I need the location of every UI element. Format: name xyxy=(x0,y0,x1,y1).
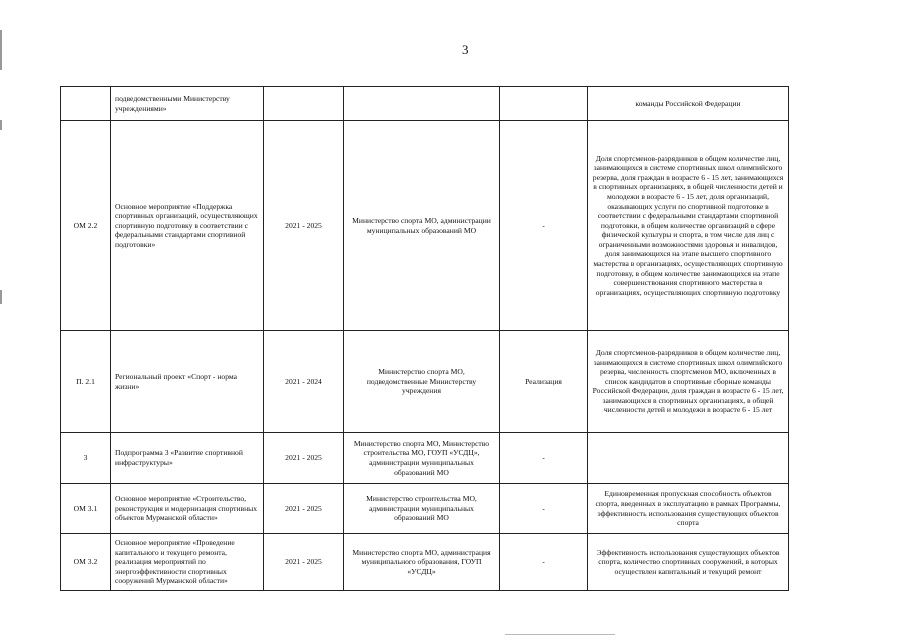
row-number: ОМ 2.2 xyxy=(61,121,111,331)
table-row xyxy=(61,87,789,121)
row-number xyxy=(61,87,111,121)
indicator: Эффективность использования существующих объектов спорта, количество спортивных сооружений, в которых осуществлен капитальный и текущий ремонт xyxy=(588,534,789,591)
row-number: П. 2.1 xyxy=(61,331,111,433)
indicator: Единовременная пропускная способность объектов спорта, введенных в эксплуатацию в рамках Программы, эффективность использования существующих объектов спорта xyxy=(588,484,789,534)
scan-bottom-mark xyxy=(505,634,615,635)
period: 2021 - 2025 xyxy=(264,433,344,484)
executor: Министерство спорта МО, администрация муниципального образования, ГОУП «УСДЦ» xyxy=(344,534,500,591)
scan-edge-marks xyxy=(0,0,3,640)
table-row xyxy=(61,534,789,591)
executor: Министерство спорта МО, Министерство строительства МО, ГОУП «УСДЦ», администрации муниципальных образований МО xyxy=(344,433,500,484)
result: Реализация xyxy=(500,331,588,433)
period: 2021 - 2024 xyxy=(264,331,344,433)
indicator: Доля спортсменов-разрядников в общем количестве лиц, занимающихся в системе спортивных школ олимпийского резерва, доля граждан в возрасте 6 - 15 лет, занимающихся в спортивных организациях, в общей численности детей и молодежи в возрасте 6 - 15 лет, доля организаций, оказывающих услуги по спортивной подготовке в соответствии с федеральными стандартами спортивной подготовки, в общем количестве организаций в сфере физической культуры и спорта, в том числе для лиц с ограниченными возможностями здоровья и инвалидов, доля занимающихся на этапе высшего спортивного мастерства в организациях, осуществляющих спортивную подготовку, в общем количестве занимающихся на этапе совершенствования спортивного мастерства в организациях, осуществляющих спортивную подготовку xyxy=(588,121,789,331)
result xyxy=(500,87,588,121)
indicator: Доля спортсменов-разрядников в общем количестве лиц, занимающихся в системе спортивных школ олимпийского резерва, численность спортсменов МО, включенных в список кандидатов в спортивные сборные команды Российской Федерации, доля граждан в возрасте 6 - 15 лет, занимающихся в спортивных организациях, в общей численности детей и молодежи в возрасте 6 - 15 лет xyxy=(588,331,789,433)
program-table xyxy=(60,86,789,591)
period: 2021 - 2025 xyxy=(264,121,344,331)
row-number: ОМ 3.2 xyxy=(61,534,111,591)
indicator: команды Российской Федерации xyxy=(588,87,789,121)
activity-name: Подпрограмма 3 «Развитие спортивной инфраструктуры» xyxy=(111,433,264,484)
table-row xyxy=(61,331,789,433)
table-row xyxy=(61,433,789,484)
period: 2021 - 2025 xyxy=(264,534,344,591)
row-number: ОМ 3.1 xyxy=(61,484,111,534)
row-number: 3 xyxy=(61,433,111,484)
result: - xyxy=(500,433,588,484)
page-number: 3 xyxy=(462,42,469,57)
activity-name: Основное мероприятие «Проведение капитального и текущего ремонта, реализация мероприятий по энергоэффективности спортивных сооружений Мурманской области» xyxy=(111,534,264,591)
executor: Министерство строительства МО, администрации муниципальных образований МО xyxy=(344,484,500,534)
activity-name: Основное мероприятие «Поддержка спортивных организаций, осуществляющих спортивную подготовку в соответствии с федеральными стандартами спортивной подготовки» xyxy=(111,121,264,331)
table-row xyxy=(61,484,789,534)
indicator xyxy=(588,433,789,484)
result: - xyxy=(500,121,588,331)
activity-name: подведомственными Министерству учреждениями» xyxy=(111,87,264,121)
period: 2021 - 2025 xyxy=(264,484,344,534)
period xyxy=(264,87,344,121)
executor: Министерство спорта МО, подведомственные Министерству учреждения xyxy=(344,331,500,433)
executor: Министерство спорта МО, администрации муниципальных образований МО xyxy=(344,121,500,331)
executor xyxy=(344,87,500,121)
result: - xyxy=(500,534,588,591)
activity-name: Основное мероприятие «Строительство, реконструкция и модернизация спортивных объектов Мурманской области» xyxy=(111,484,264,534)
activity-name: Региональный проект «Спорт - норма жизни» xyxy=(111,331,264,433)
table-row xyxy=(61,121,789,331)
result: - xyxy=(500,484,588,534)
